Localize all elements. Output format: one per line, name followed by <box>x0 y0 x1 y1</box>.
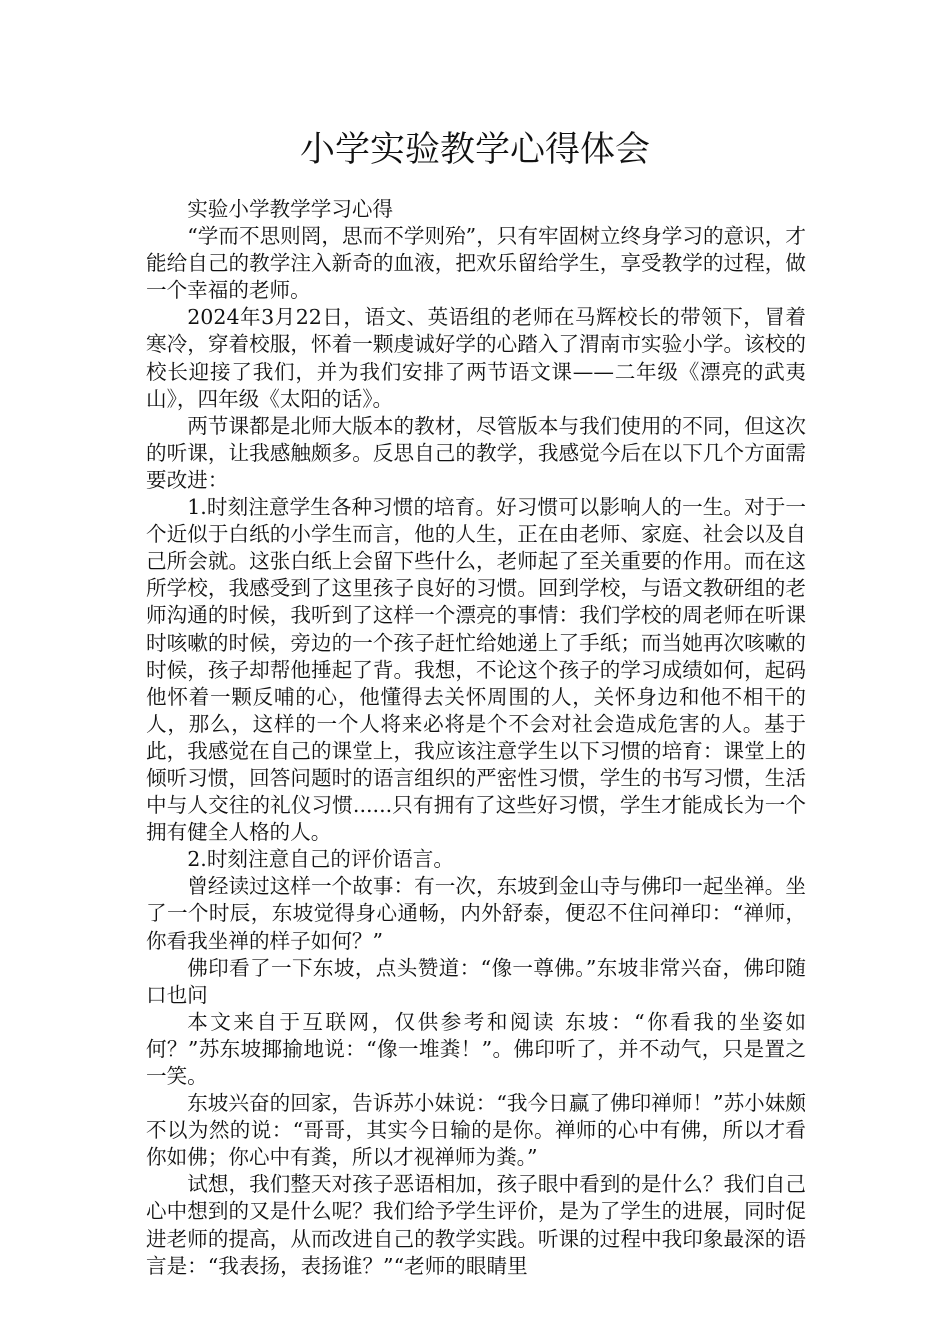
paragraph: 本文来自于互联网，仅供参考和阅读 东坡：“你看我的坐姿如何？”苏东坡揶揄地说：“像一堆粪！”。佛印听了，并不动气，只是置之一笑。 <box>146 1009 806 1088</box>
paragraph-subtitle: 实验小学教学学习心得 <box>187 197 394 221</box>
paragraph: 曾经读过这样一个故事：有一次，东坡到金山寺与佛印一起坐禅。坐了一个时辰，东坡觉得身心通畅，内外舒泰，便忍不住问禅印：“禅师，你看我坐禅的样子如何？” <box>146 874 806 953</box>
paragraph: 2.时刻注意自己的评价语言。 <box>187 847 454 872</box>
paragraph: 试想，我们整天对孩子恶语相加，孩子眼中看到的是什么？我们自己心中想到的又是什么呢？我们给予学生评价，是为了学生的进展，同时促进老师的提高，从而改进自己的教学实践。听课的过程中我印象最深的语言是：“我表扬，表扬谁？”“老师的眼睛里 <box>146 1172 806 1278</box>
paragraph: 佛印看了一下东坡，点头赞道：“像一尊佛。”东坡非常兴奋，佛印随口也问 <box>146 955 806 1007</box>
paragraph: 1.时刻注意学生各种习惯的培育。好习惯可以影响人的一生。对于一个近似于白纸的小学生而言，他的人生，正在由老师、家庭、社会以及自己所会就。这张白纸上会留下些什么，老师起了至关重要的作用。而在这所学校，我感受到了这里孩子良好的习惯。回到学校，与语文教研组的老师沟通的时候，我听到了这样一个漂亮的事情：我们学校的周老师在听课时咳嗽的时候，旁边的一个孩子赶忙给她递上了手纸；而当她再次咳嗽的时候，孩子却帮他捶起了背。我想，不论这个孩子的学习成绩如何，起码他怀着一颗反哺的心，他懂得去关怀周围的人，关怀身边和他不相干的人，那么，这样的一个人将来必将是个不会对社会造成危害的人。基于此，我感觉在自己的课堂上，我应该注意学生以下习惯的培育：课堂上的倾听习惯，回答问题时的语言组织的严密性习惯，学生的书写习惯，生活中与人交往的礼仪习惯......只有拥有了这些好习惯，学生才能成长为一个拥有健全人格的人。 <box>146 495 806 845</box>
document-title: 小学实验教学心得体会 <box>299 130 650 170</box>
paragraph: 2024年3月22日，语文、英语组的老师在马辉校长的带领下，冒着寒冷，穿着校服，怀着一颗虔诚好学的心踏入了渭南市实验小学。该校的校长迎接了我们，并为我们安排了两节语文课——二年级《漂亮的武夷山》，四年级《太阳的话》。 <box>146 305 806 411</box>
paragraph: 东坡兴奋的回家，告诉苏小妹说：“我今日赢了佛印禅师！”苏小妹颇不以为然的说：“哥哥，其实今日输的是你。禅师的心中有佛，所以才看你如佛；你心中有粪，所以才视禅师为粪。” <box>146 1091 806 1170</box>
paragraph: “学而不思则罔，思而不学则殆”，只有牢固树立终身学习的意识，才能给自己的教学注入新奇的血液，把欢乐留给学生，享受教学的过程，做一个幸福的老师。 <box>146 224 806 303</box>
paragraph: 两节课都是北师大版本的教材，尽管版本与我们使用的不同，但这次的听课，让我感触颇多。反思自己的教学，我感觉今后在以下几个方面需要改进： <box>146 413 806 492</box>
document-body <box>146 196 806 1280</box>
